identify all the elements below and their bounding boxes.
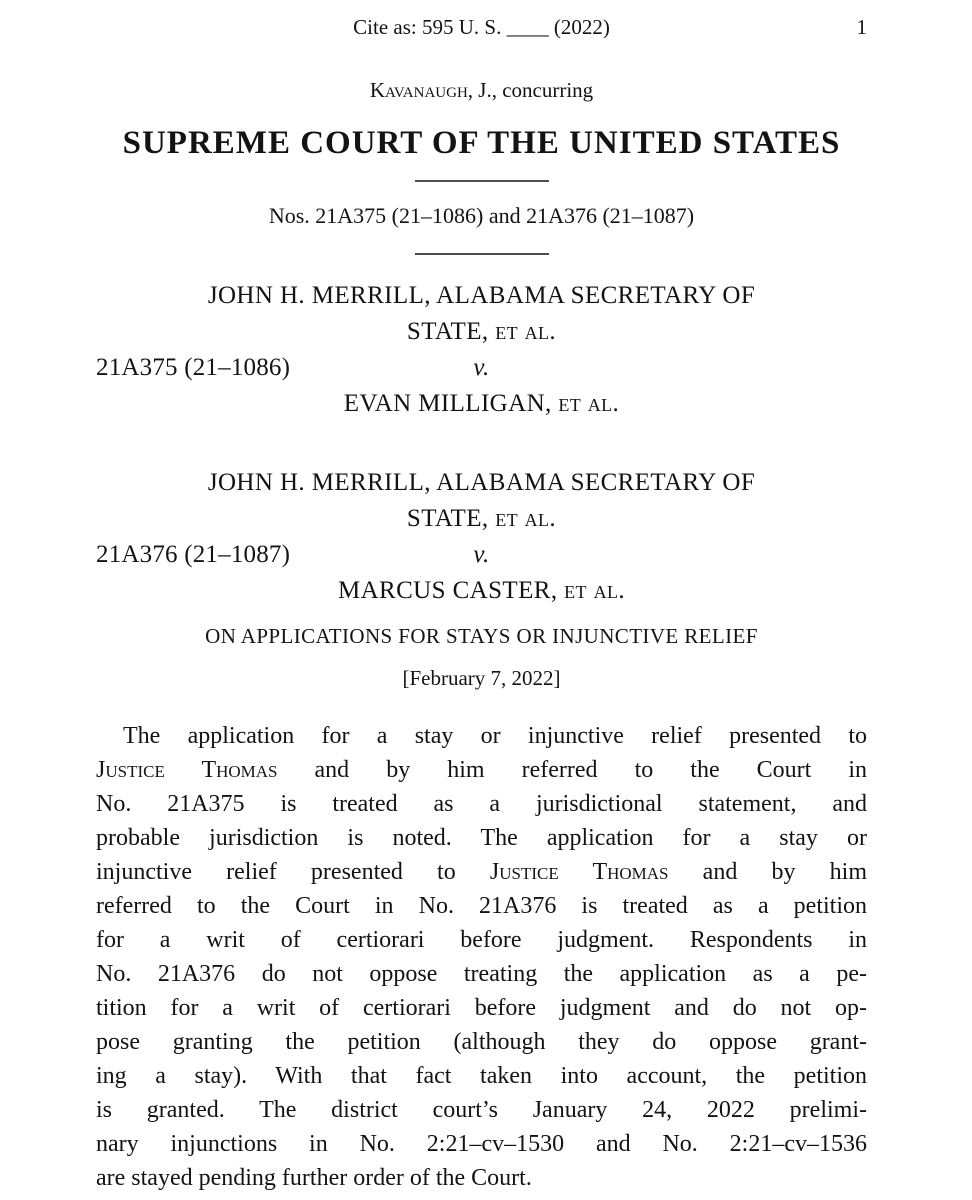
body-line <box>96 991 867 1025</box>
docket-number: 21A375 (21–1086) <box>96 354 291 381</box>
respondent-line <box>96 573 867 609</box>
case-caption-21A375 <box>96 278 867 422</box>
respondent-caps: MARCUS CASTER, <box>337 577 565 604</box>
body-line <box>96 1059 867 1093</box>
body-text: nary injunctions in No. 2:21–cv–1530 and No. 2:21–cv–1536 <box>96 1131 867 1157</box>
body-text: and by him referred to the Court in <box>277 757 867 783</box>
body-text: tition for a writ of certiorari before judgment and do not op- <box>96 995 867 1021</box>
body-line <box>96 1127 867 1161</box>
page-number: 1 <box>856 15 867 39</box>
separator-rule <box>415 180 549 182</box>
body-line <box>96 787 867 821</box>
body-text: for a writ of certiorari before judgment. Respondents in <box>96 927 867 953</box>
body-line <box>96 1025 867 1059</box>
petitioner-line-2 <box>96 314 867 350</box>
body-line <box>96 1093 867 1127</box>
justice-name: Kavanaugh <box>369 78 468 102</box>
versus-line <box>96 537 867 573</box>
body-text: referred to the Court in No. 21A376 is treated as a petition <box>96 893 867 919</box>
body-line <box>96 855 867 889</box>
body-text: is granted. The district court’s January 24, 2022 prelimi- <box>96 1097 867 1123</box>
petitioner-caps: STATE, <box>406 505 496 532</box>
versus: v. <box>473 541 490 568</box>
body-text: probable jurisdiction is noted. The application for a stay or <box>96 825 867 851</box>
body-line <box>96 1161 867 1195</box>
body-line <box>96 957 867 991</box>
versus: v. <box>473 354 490 381</box>
et-al: et al. <box>495 505 557 532</box>
subject-line: ON APPLICATIONS FOR STAYS OR INJUNCTIVE RELIEF <box>205 624 758 648</box>
petitioner-line-1: JOHN H. MERRILL, ALABAMA SECRETARY OF <box>207 469 756 496</box>
respondent-line <box>96 386 867 422</box>
body-line <box>96 753 867 787</box>
body-text: are stayed pending further order of the Court. <box>96 1165 532 1191</box>
docket-number: 21A376 (21–1087) <box>96 541 291 568</box>
running-header <box>96 15 867 39</box>
body-line <box>96 719 867 753</box>
court-title: SUPREME COURT OF THE UNITED STATES <box>122 125 841 161</box>
separator-rule <box>415 253 549 255</box>
cite-line: Cite as: 595 U. S. ____ (2022) <box>353 15 610 39</box>
page-content <box>0 15 972 1195</box>
case-caption-21A376 <box>96 465 867 609</box>
petitioner-caps: STATE, <box>406 318 496 345</box>
body-text: pose granting the petition (although they do oppose grant- <box>96 1029 867 1055</box>
opinion-body <box>96 719 867 1195</box>
justice-name-smallcaps: Justice Thomas <box>489 859 669 885</box>
docket-numbers-line: Nos. 21A375 (21–1086) and 21A376 (21–1087) <box>268 203 695 228</box>
date-line: [February 7, 2022] <box>402 666 561 690</box>
versus-line <box>96 350 867 386</box>
running-head-rest: , J., concurring <box>467 78 594 102</box>
et-al: et al. <box>558 390 620 417</box>
body-text: No. 21A375 is treated as a jurisdictional statement, and <box>96 791 867 817</box>
body-text: ing a stay). With that fact taken into account, the petition <box>96 1063 867 1089</box>
body-line <box>96 821 867 855</box>
petitioner-line-1: JOHN H. MERRILL, ALABAMA SECRETARY OF <box>207 282 756 309</box>
justice-name-smallcaps: Justice Thomas <box>96 757 278 783</box>
running-head-concurring <box>96 77 867 103</box>
respondent-caps: EVAN MILLIGAN, <box>343 390 559 417</box>
body-line <box>96 889 867 923</box>
body-text: The application for a stay or injunctive relief presented to <box>123 723 867 749</box>
petitioner-line-2 <box>96 501 867 537</box>
body-line <box>96 923 867 957</box>
body-text: No. 21A376 do not oppose treating the application as a pe- <box>96 961 867 987</box>
body-text: and by him <box>668 859 867 885</box>
body-text: injunctive relief presented to <box>96 859 490 885</box>
et-al: et al. <box>564 577 626 604</box>
et-al: et al. <box>495 318 557 345</box>
